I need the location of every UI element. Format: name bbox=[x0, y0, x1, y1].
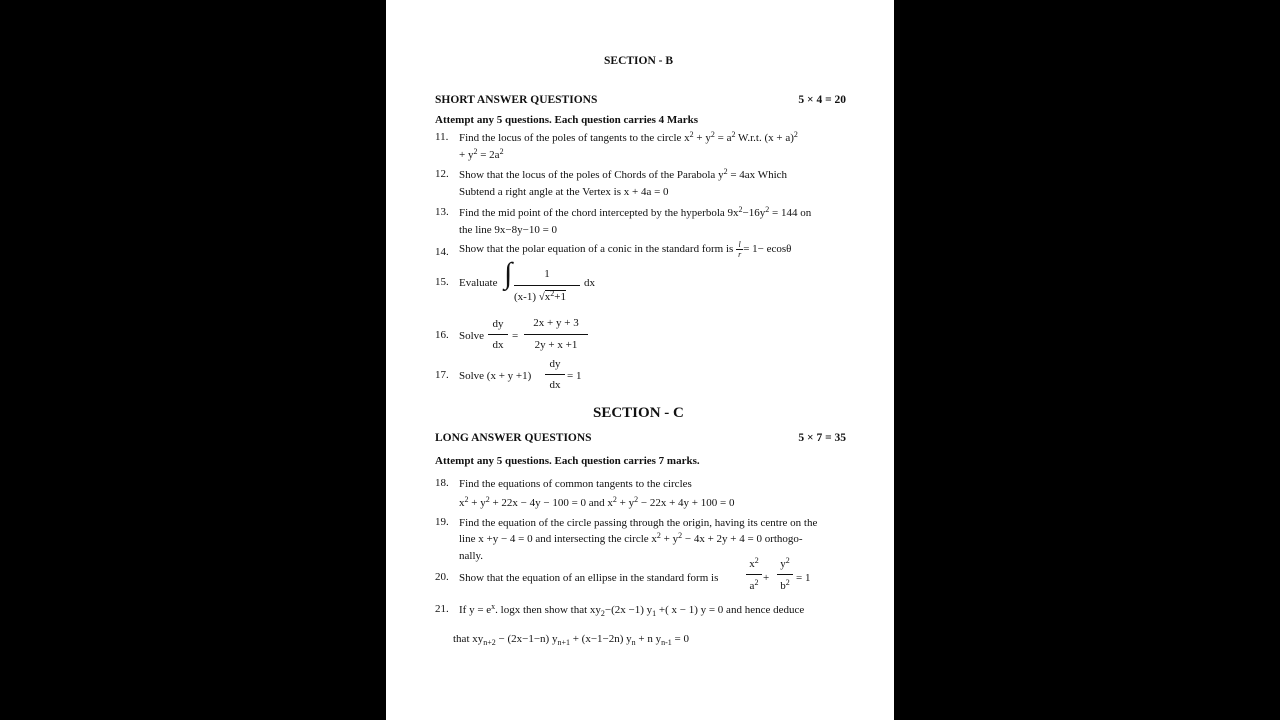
dy: dy bbox=[549, 358, 561, 370]
dy: dy bbox=[492, 318, 504, 330]
question-15-label: Evaluate bbox=[459, 277, 498, 289]
ellipse-x-squared: $x^2$ bbox=[749, 556, 759, 570]
question-13-line-1: Find the mid point of the chord intercepted by the hyperbola $9x^2-16y^2 = 144$ on bbox=[459, 205, 812, 219]
equals-sign: = bbox=[512, 330, 519, 342]
section-c-instruction: Attempt any 5 questions. Each question carries 7 marks. bbox=[435, 455, 700, 467]
fraction-bar bbox=[524, 334, 588, 335]
fraction-bar bbox=[777, 574, 793, 575]
question-number: 16. bbox=[435, 329, 449, 341]
question-21-line-2: that $xy_{n+2} - (2x-1-n) y_{n+1} + (x-1-2n) y_n + n$ $y_{n-1} = 0$ bbox=[453, 633, 690, 647]
integral-sign: ∫ bbox=[504, 257, 513, 290]
question-17-label: Solve (x + y +1) bbox=[459, 370, 532, 382]
equals-one: = 1 bbox=[796, 572, 811, 584]
section-b-title: SECTION - B bbox=[604, 55, 674, 67]
section-c-heading: LONG ANSWER QUESTIONS bbox=[435, 432, 592, 444]
dx: dx bbox=[492, 339, 504, 351]
ellipse-y-squared: $y^2$ bbox=[780, 556, 790, 570]
question-number: 17. bbox=[435, 369, 449, 381]
exam-page bbox=[386, 0, 894, 720]
question-20-text: Show that the equation of an ellipse in the standard form is bbox=[459, 572, 719, 584]
integral-numerator: 1 bbox=[544, 268, 550, 280]
question-19-line-1: Find the equation of the circle passing through the origin, having its centre on the bbox=[459, 517, 818, 529]
question-number: 14. bbox=[435, 246, 449, 258]
section-c-title: SECTION - C bbox=[593, 405, 684, 421]
fraction-bar bbox=[545, 374, 565, 375]
rhs-denominator: 2y + x +1 bbox=[534, 339, 578, 351]
fraction-bar bbox=[488, 334, 508, 335]
question-21-line-1: If $y = e^x$. logx then show that $xy_2-(2x -1)$ $y_1$ +( x − 1) y = 0 and hence deduce bbox=[459, 602, 805, 618]
question-number: 13. bbox=[435, 206, 449, 218]
question-number: 21. bbox=[435, 603, 449, 615]
question-number: 18. bbox=[435, 477, 449, 489]
question-number: 12. bbox=[435, 168, 449, 180]
section-b-instruction: Attempt any 5 questions. Each question carries 4 Marks bbox=[435, 114, 699, 126]
question-18-line-1: Find the equations of common tangents to the circles bbox=[459, 478, 692, 490]
question-number: 11. bbox=[435, 131, 449, 143]
question-12-line-2: Subtend a right angle at the Vertex is x + 4a = 0 bbox=[459, 186, 669, 198]
question-19-line-2: line x +y − 4 = 0 and intersecting the circle $x^2 + y^2 - 4x + 2y + 4 = 0$ orthogo- bbox=[459, 531, 803, 545]
question-14: Show that the polar equation of a conic in the standard form is $\frac{l}{r}$ = 1− ecosθ bbox=[459, 240, 792, 259]
integral-denominator: (x-1) $√x^2+1$ bbox=[514, 289, 567, 303]
question-11-line-1: Find the locus of the poles of tangents to the circle $x^2 + y^2 = a^2$ W.r.t. $(x + a)^2$ bbox=[459, 130, 798, 144]
question-number: 15. bbox=[435, 276, 449, 288]
integral-dx: dx bbox=[584, 277, 595, 289]
question-12-line-1: Show that the locus of the poles of Chords of the Parabola $y^2 = 4ax$ Which bbox=[459, 167, 788, 181]
section-b-heading: SHORT ANSWER QUESTIONS bbox=[435, 94, 598, 106]
question-13-line-2: the line 9x−8y−10 = 0 bbox=[459, 224, 558, 236]
section-c-marks: 5 × 7 = 35 bbox=[798, 432, 846, 444]
ellipse-a-squared: $a^2$ bbox=[749, 578, 759, 592]
question-11-line-2: + $y^2 = 2a^2$ bbox=[459, 147, 504, 161]
question-number: 20. bbox=[435, 571, 449, 583]
dx: dx bbox=[549, 379, 561, 391]
question-19-line-3: nally. bbox=[459, 550, 484, 562]
fraction-bar bbox=[746, 574, 762, 575]
question-16-label: Solve bbox=[459, 330, 485, 342]
equals-one: = 1 bbox=[567, 370, 582, 382]
question-number: 19. bbox=[435, 516, 449, 528]
fraction-bar bbox=[514, 285, 580, 286]
fraction-l-over-r: $\frac{l}{r}$ bbox=[738, 240, 742, 259]
plus-sign: + bbox=[763, 572, 770, 584]
ellipse-b-squared: $b^2$ bbox=[780, 578, 790, 592]
question-18-line-2: $x^2 + y^2 + 22x - 4y - 100 = 0$ and $x^2 + y^2 - 22x + 4y + 100 = 0$ bbox=[459, 495, 735, 509]
rhs-numerator: 2x + y + 3 bbox=[533, 317, 579, 329]
section-b-marks: 5 × 4 = 20 bbox=[798, 94, 846, 106]
